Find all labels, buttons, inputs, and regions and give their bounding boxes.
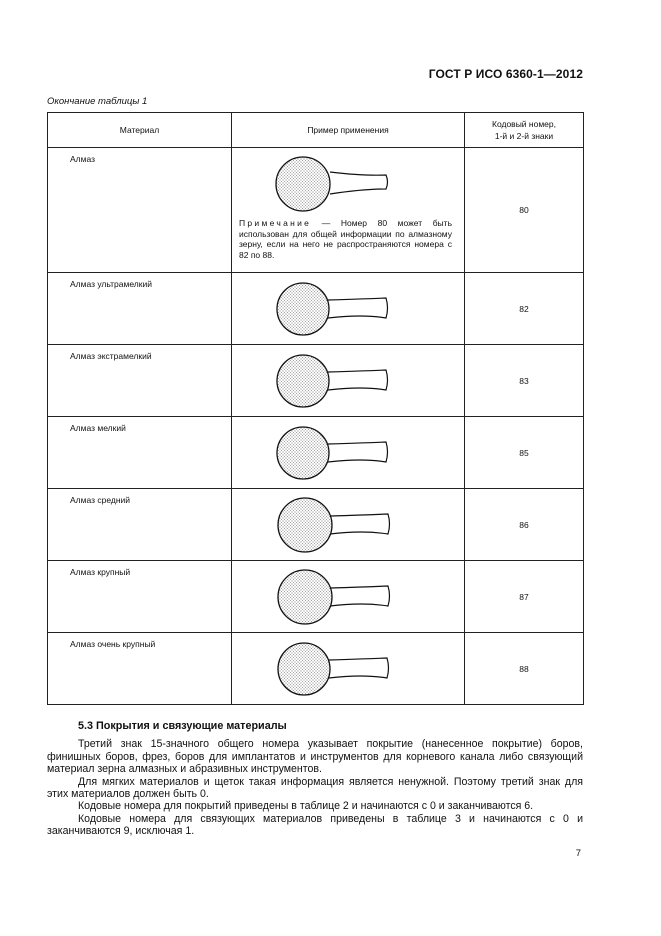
material-cell: Алмаз — [48, 148, 232, 273]
code-cell: 86 — [465, 489, 584, 561]
example-cell — [232, 345, 465, 417]
table-note — [239, 218, 452, 260]
column-header-code-line1: Кодовый номер, — [492, 119, 556, 129]
diamond-bur-drawing — [273, 349, 423, 413]
code-cell: 83 — [465, 345, 584, 417]
diamond-bur-drawing — [273, 421, 423, 485]
material-cell: Алмаз ультрамелкий — [48, 273, 232, 345]
table-row — [48, 345, 584, 417]
example-cell — [232, 273, 465, 345]
example-cell — [232, 633, 465, 705]
note-label: Примечание — [239, 218, 312, 228]
table-row — [48, 148, 584, 273]
table-row — [48, 633, 584, 705]
column-header-example: Пример применения — [232, 113, 465, 148]
table-row — [48, 561, 584, 633]
section-paragraph: Для мягких материалов и щеток такая информация является ненужной. Поэтому третий знак для этих материалов должен быть 0. — [47, 775, 583, 801]
section-5-3 — [47, 720, 583, 838]
code-cell: 85 — [465, 417, 584, 489]
example-cell — [232, 148, 465, 273]
material-cell: Алмаз средний — [48, 489, 232, 561]
document-standard-header: ГОСТ Р ИСО 6360-1—2012 — [428, 67, 583, 81]
table-header-row — [48, 113, 584, 148]
diamond-bur-drawing — [273, 637, 423, 701]
diamond-bur-drawing — [273, 493, 423, 557]
table-caption: Окончание таблицы 1 — [47, 96, 148, 107]
material-cell: Алмаз очень крупный — [48, 633, 232, 705]
material-cell: Алмаз экстрамелкий — [48, 345, 232, 417]
section-paragraph: Третий знак 15-значного общего номера указывает покрытие (нанесенное покрытие) боров, финишных боров, фрез, боров для имплантатов и инструментов для корневого канала либо связующий материал зерна алмазных и абразивных инструментов. — [47, 738, 583, 776]
table-row — [48, 417, 584, 489]
table-row — [48, 489, 584, 561]
code-cell: 80 — [465, 148, 584, 273]
note-text: — Номер 80 может быть использован для общей информации по алмазному зерну, если на него не распространяются номера с 82 по 88. — [239, 218, 452, 260]
code-cell: 82 — [465, 273, 584, 345]
example-cell — [232, 561, 465, 633]
column-header-code — [465, 113, 584, 148]
material-cell: Алмаз крупный — [48, 561, 232, 633]
column-header-material: Материал — [48, 113, 232, 148]
diamond-bur-drawing — [273, 277, 423, 341]
section-paragraph: Кодовые номера для покрытий приведены в таблице 2 и начинаются с 0 и заканчиваются 6. — [78, 800, 534, 813]
diamond-bur-drawing — [273, 152, 423, 216]
page-number: 7 — [575, 848, 581, 859]
code-cell: 88 — [465, 633, 584, 705]
column-header-code-line2: 1-й и 2-й знаки — [494, 131, 554, 141]
material-cell: Алмаз мелкий — [48, 417, 232, 489]
example-cell — [232, 489, 465, 561]
materials-table — [47, 112, 584, 705]
section-paragraph: Кодовые номера для связующих материалов приведены в таблице 3 и начинаются с 0 и заканчиваются 9, исключая 1. — [47, 812, 583, 838]
example-cell — [232, 417, 465, 489]
section-title: 5.3 Покрытия и связующие материалы — [78, 720, 287, 732]
table-row — [48, 273, 584, 345]
code-cell: 87 — [465, 561, 584, 633]
diamond-bur-drawing — [273, 565, 423, 629]
